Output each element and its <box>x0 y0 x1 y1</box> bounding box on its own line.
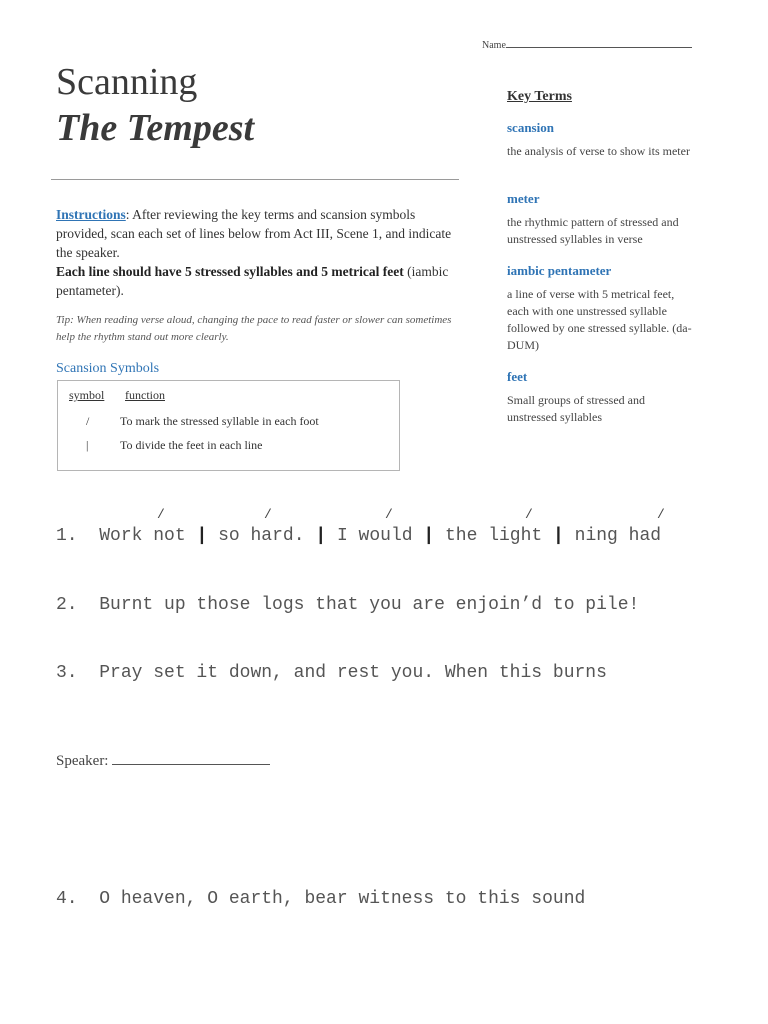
line-number: 2. <box>56 595 78 615</box>
speaker-label: Speaker: <box>56 753 109 769</box>
stress-mark: / <box>525 507 533 522</box>
title-divider <box>51 179 459 180</box>
term-meter: meter <box>507 191 540 206</box>
instructions-label: Instructions <box>56 207 126 222</box>
foot: I would <box>336 526 413 546</box>
foot: ning had <box>574 526 662 546</box>
instructions-paragraph <box>56 205 466 300</box>
definition-meter: the rhythmic pattern of stressed and unstressed syllables in verse <box>507 215 679 246</box>
symbol-stress-function: To mark the stressed syllable in each foot <box>120 414 319 428</box>
instructions-bold-text: Each line should have 5 stressed syllables and 5 metrical feet <box>56 264 404 279</box>
instructions-text: : After reviewing the key terms and scansion symbols provided, scan each set of lines below from Act III, Scene 1, and indicate the speaker. <box>56 207 452 260</box>
symbol-foot-divider: | <box>86 438 89 452</box>
speaker-blank-line[interactable] <box>112 752 270 765</box>
term-iambic-pentameter: iambic pentameter <box>507 263 612 278</box>
foot: the light <box>445 526 543 546</box>
page-title-line2: The Tempest <box>56 107 255 149</box>
definition-iambic-pentameter: a line of verse with 5 metrical feet, each with one unstressed syllable followed by one stressed syllable. (da-DUM) <box>507 287 692 352</box>
speaker-field[interactable] <box>56 752 270 770</box>
foot: so hard. <box>218 526 305 546</box>
verse-line-4 <box>56 889 585 909</box>
reading-tip: Tip: When reading verse aloud, changing the pace to read faster or slower can sometimes help the rhythm stand out more clearly. <box>56 314 452 343</box>
verse-line-1 <box>56 526 661 546</box>
key-terms-heading: Key Terms <box>507 89 572 104</box>
definition-scansion: the analysis of verse to show its meter <box>507 144 690 158</box>
page-title-line1: Scanning <box>56 61 198 103</box>
name-label: Name <box>482 40 506 51</box>
name-field[interactable] <box>482 38 692 51</box>
stress-mark: / <box>264 507 272 522</box>
line-text: O heaven, O earth, bear witness to this sound <box>99 889 586 909</box>
foot-divider: | <box>315 526 327 546</box>
line-number: 3. <box>56 663 78 683</box>
foot-divider: | <box>423 526 435 546</box>
definition-feet: Small groups of stressed and unstressed syllables <box>507 393 645 424</box>
term-feet: feet <box>507 369 528 384</box>
term-scansion: scansion <box>507 120 554 135</box>
foot-divider: | <box>553 526 564 546</box>
name-blank-line[interactable] <box>506 38 692 48</box>
scansion-symbols-heading: Scansion Symbols <box>56 361 160 376</box>
line-text: Pray set it down, and rest you. When this burns <box>99 663 607 683</box>
foot: Work not <box>99 526 186 546</box>
symbol-stress-mark: / <box>86 414 90 428</box>
line-number: 4. <box>56 889 78 909</box>
stress-mark: / <box>657 507 665 522</box>
symbol-divider-function: To divide the feet in each line <box>120 438 263 452</box>
verse-line-2 <box>56 595 639 615</box>
line-number: 1. <box>56 526 78 546</box>
symbol-column-header: symbol <box>69 388 105 402</box>
stress-mark: / <box>385 507 393 522</box>
foot-divider: | <box>196 526 208 546</box>
stress-mark: / <box>157 507 165 522</box>
line-text: Burnt up those logs that you are enjoin’d to pile! <box>99 595 640 615</box>
function-column-header: function <box>125 388 165 402</box>
verse-line-3 <box>56 663 607 683</box>
instructions-tail-text: (iambic pentameter). <box>56 264 449 298</box>
